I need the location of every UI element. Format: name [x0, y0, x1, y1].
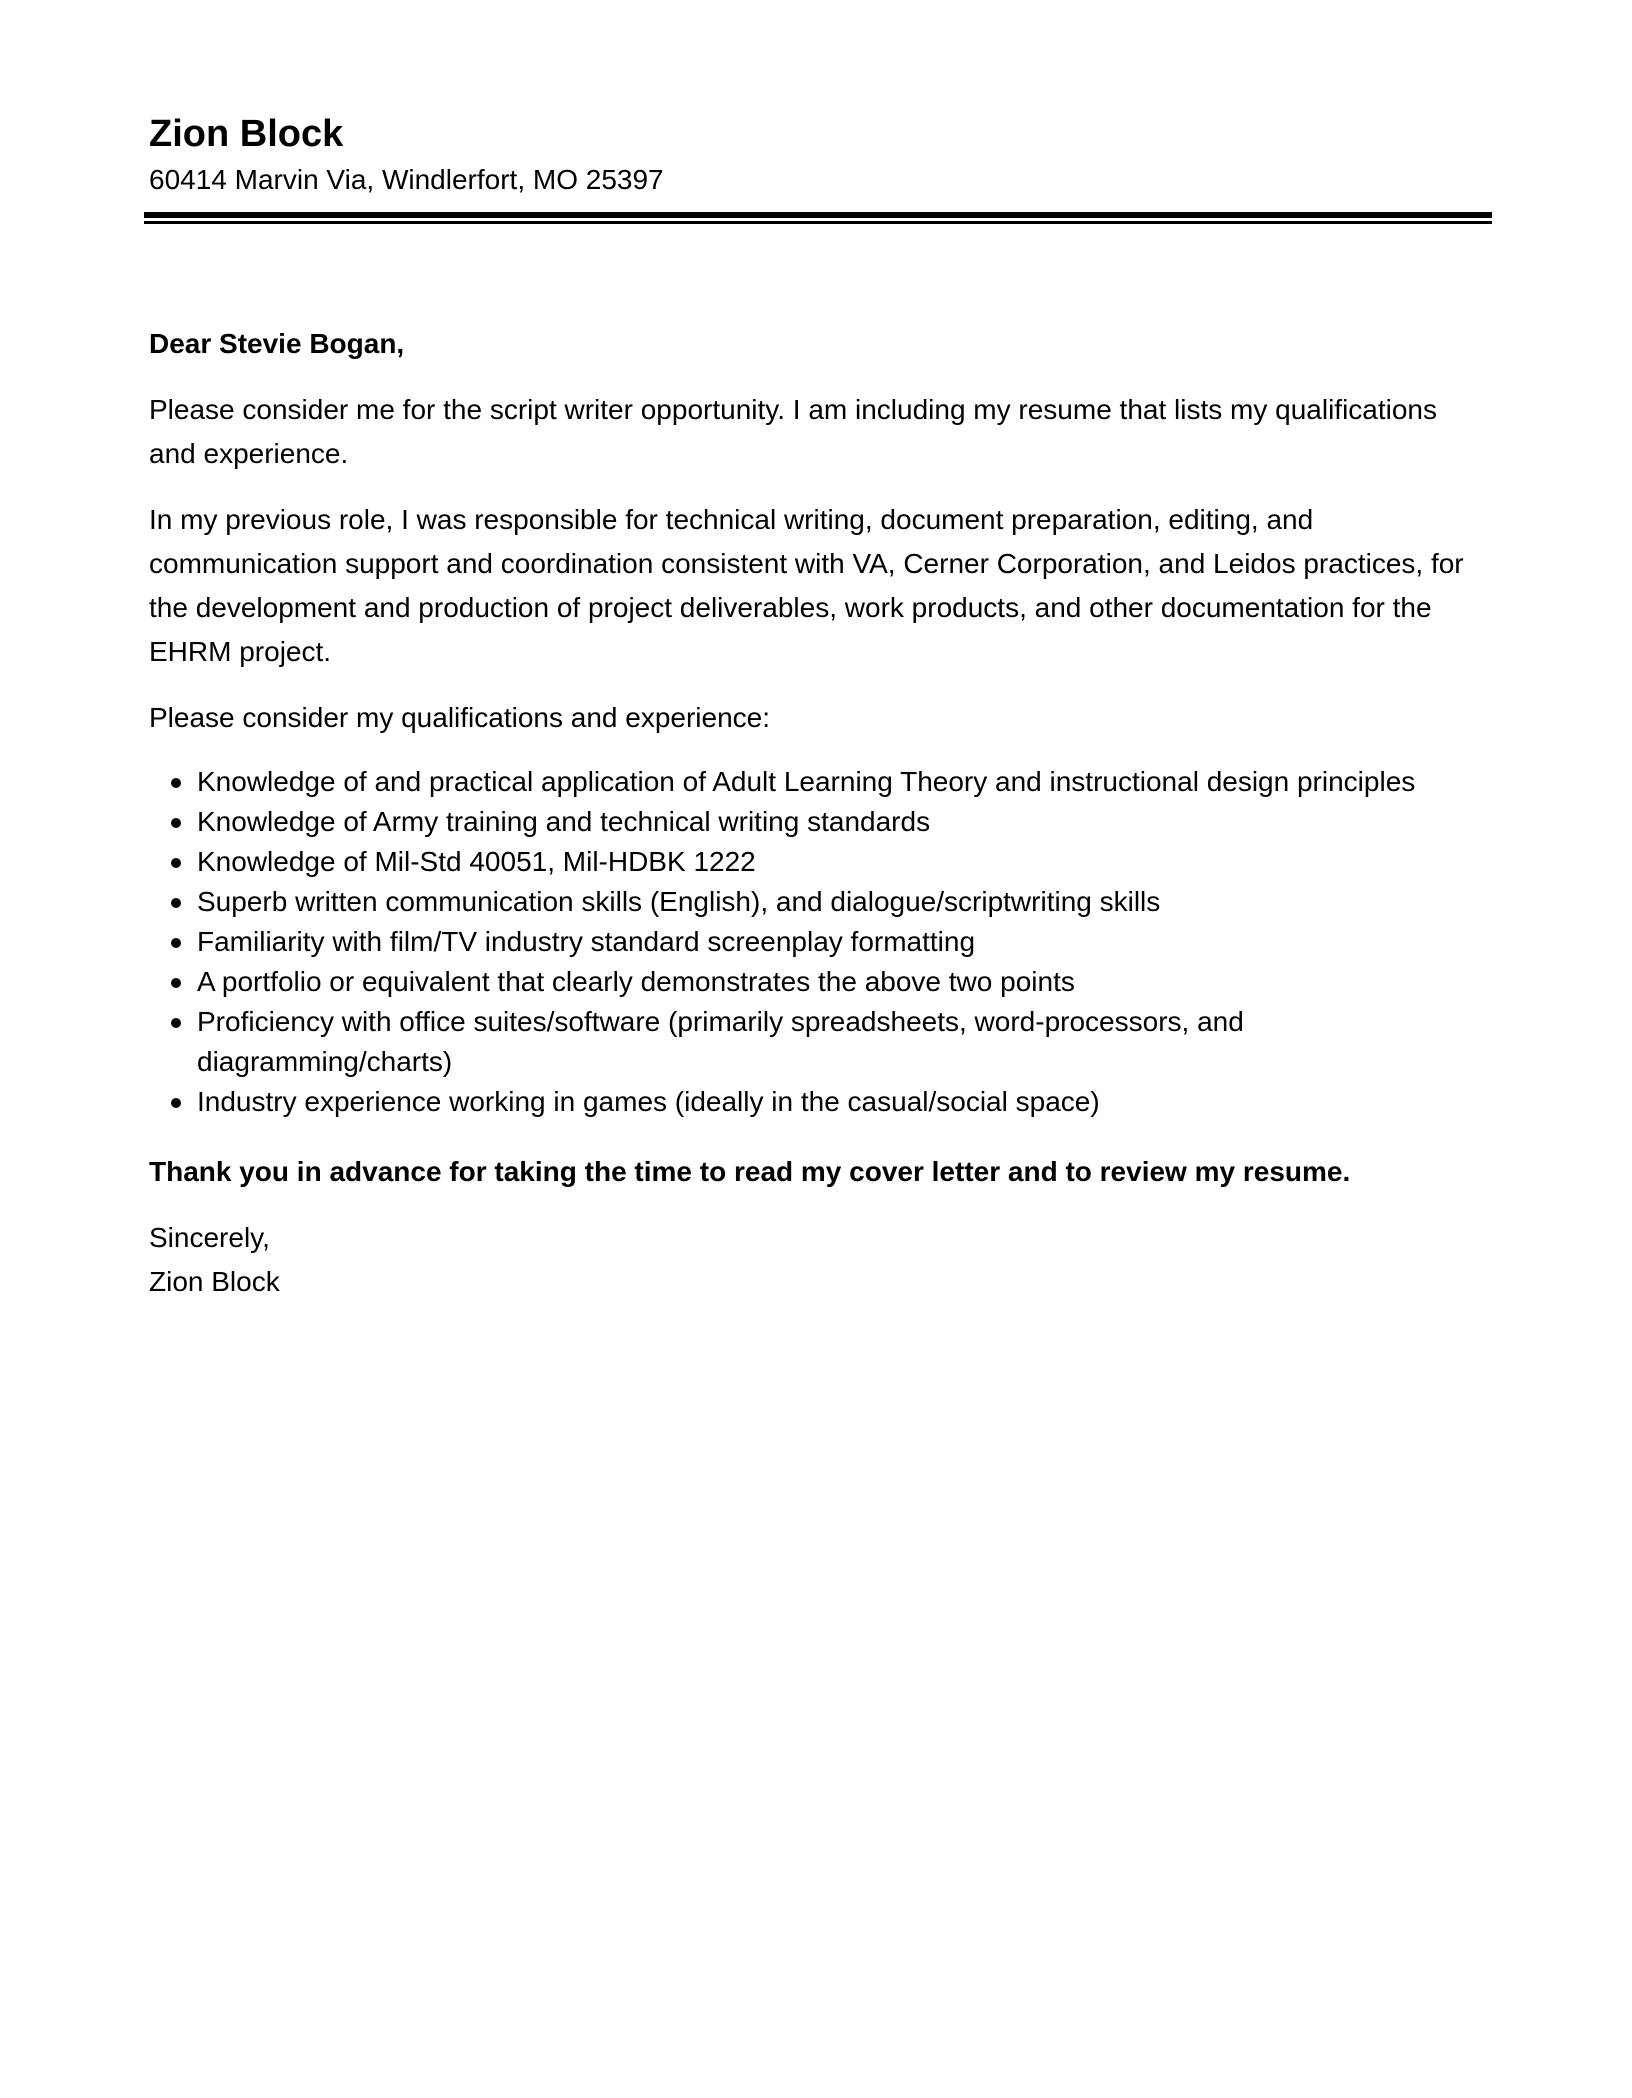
- list-item-text: Knowledge of Army training and technical writing standards: [197, 806, 931, 837]
- list-item: [149, 1002, 1489, 1082]
- qualifications-intro: Please consider my qualifications and experience:: [149, 702, 771, 733]
- bullet-icon: [171, 818, 181, 828]
- letter-body: [149, 322, 1489, 1304]
- closing: Sincerely,: [149, 1222, 270, 1253]
- bullet-icon: [171, 898, 181, 908]
- header-divider-thin: [144, 221, 1492, 224]
- salutation: Dear Stevie Bogan,: [149, 328, 405, 359]
- qualifications-list: [149, 762, 1489, 1122]
- bullet-icon: [171, 778, 181, 788]
- list-item: [149, 842, 1489, 882]
- bullet-icon: [171, 978, 181, 988]
- bullet-icon: [171, 1018, 181, 1028]
- list-item: [149, 1082, 1489, 1122]
- header-divider-thick: [144, 212, 1492, 218]
- experience-paragraph: In my previous role, I was responsible for technical writing, document preparation, editing, and communication support and coordination consistent with VA, Cerner Corporation, and Leidos practices, for the development and production of project deliverables, work products, and other documentation for the EHRM project.: [149, 504, 1464, 667]
- list-item: [149, 962, 1489, 1002]
- letter-header: [149, 108, 1489, 200]
- thank-you-line: Thank you in advance for taking the time to read my cover letter and to review my resume.: [149, 1156, 1351, 1187]
- list-item-text: Superb written communication skills (English), and dialogue/scriptwriting skills: [197, 886, 1161, 917]
- list-item: [149, 762, 1489, 802]
- bullet-icon: [171, 858, 181, 868]
- signature-name: Zion Block: [149, 1266, 280, 1297]
- list-item-text: Industry experience working in games (ideally in the casual/social space): [197, 1086, 1100, 1117]
- sender-name: Zion Block: [149, 113, 344, 155]
- list-item-text: Knowledge of and practical application of Adult Learning Theory and instructional design principles: [197, 766, 1416, 797]
- list-item-text: A portfolio or equivalent that clearly demonstrates the above two points: [197, 966, 1075, 997]
- intro-paragraph: Please consider me for the script writer opportunity. I am including my resume that lists my qualifications and experience.: [149, 394, 1437, 469]
- signoff: [149, 1216, 1489, 1304]
- list-item-text: Proficiency with office suites/software (primarily spreadsheets, word-processors, and diagramming/charts): [197, 1006, 1244, 1077]
- list-item: [149, 922, 1489, 962]
- list-item-text: Familiarity with film/TV industry standard screenplay formatting: [197, 926, 976, 957]
- sender-address: 60414 Marvin Via, Windlerfort, MO 25397: [149, 164, 664, 195]
- bullet-icon: [171, 938, 181, 948]
- list-item: [149, 882, 1489, 922]
- bullet-icon: [171, 1098, 181, 1108]
- list-item-text: Knowledge of Mil-Std 40051, Mil-HDBK 1222: [197, 846, 756, 877]
- list-item: [149, 802, 1489, 842]
